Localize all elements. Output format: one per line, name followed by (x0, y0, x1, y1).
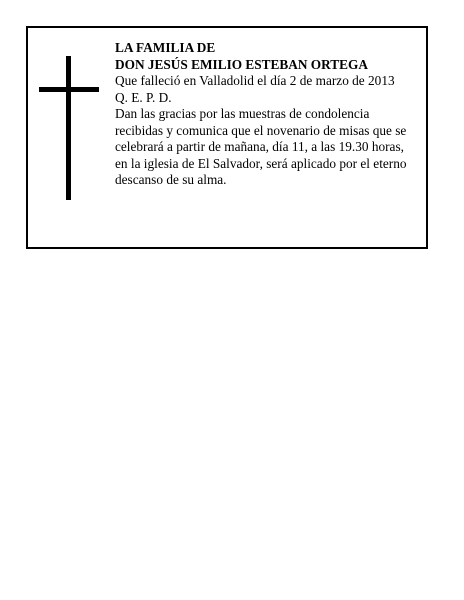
notice-text (115, 40, 420, 189)
body-line: descanso de su alma. (115, 172, 227, 187)
cross-icon (39, 56, 99, 200)
obituary-notice (26, 26, 428, 249)
body-line: recibidas y comunica que el novenario de misas que se (115, 122, 407, 138)
body-line: en la iglesia de El Salvador, será aplicado por el eterno (115, 155, 407, 171)
cross-horizontal-bar (39, 87, 99, 92)
body-line: Dan las gracias por las muestras de condolencia (115, 106, 370, 121)
death-statement: Que falleció en Valladolid el día 2 de marzo de 2013 (115, 73, 395, 88)
body-line: celebrará a partir de mañana, día 11, a las 19.30 horas, (115, 139, 404, 154)
rip-abbreviation: Q. E. P. D. (115, 89, 172, 105)
heading-family: LA FAMILIA DE (115, 40, 216, 55)
heading-deceased-name: DON JESÚS EMILIO ESTEBAN ORTEGA (115, 56, 368, 72)
cross-vertical-bar (66, 56, 71, 200)
